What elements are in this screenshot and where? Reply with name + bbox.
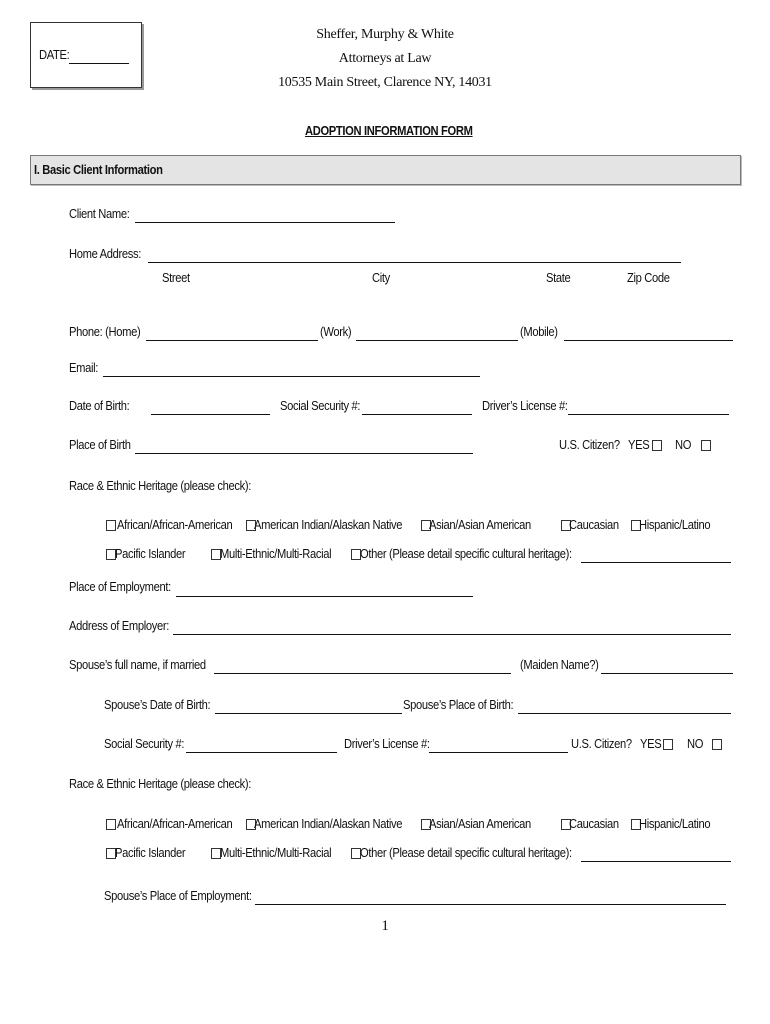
race-heading: Race & Ethnic Heritage (please check): [69, 478, 252, 493]
spouse-race-multi-label: Multi-Ethnic/Multi-Racial [220, 845, 332, 860]
phone-mobile-label: (Mobile) [520, 324, 558, 339]
spouse-race-native-label: American Indian/Alaskan Native [254, 816, 403, 831]
citizen-no-checkbox[interactable] [701, 440, 711, 451]
spouse-race-caucasian-label: Caucasian [569, 816, 619, 831]
firm-address: 10535 Main Street, Clarence NY, 14031 [278, 75, 492, 90]
spouse-dob-label: Spouse’s Date of Birth: [104, 697, 211, 712]
state-caption: State [546, 270, 571, 285]
spouse-pob-label: Spouse’s Place of Birth: [403, 697, 514, 712]
spouse-race-heading: Race & Ethnic Heritage (please check): [69, 776, 252, 791]
citizen-yes [628, 437, 649, 452]
spouse-citizen-yes-label: YES [640, 736, 662, 751]
race-african-checkbox[interactable] [106, 520, 116, 531]
dl-field[interactable] [568, 414, 729, 415]
phone-work-field[interactable] [356, 340, 518, 341]
race-pacific-label: Pacific Islander [115, 546, 186, 561]
spouse-citizen-yes-checkbox[interactable] [663, 739, 673, 750]
spouse-name-field[interactable] [214, 673, 511, 674]
employment-field[interactable] [176, 596, 473, 597]
pob-field[interactable] [135, 453, 473, 454]
maiden-name-field[interactable] [601, 673, 733, 674]
spouse-citizen-no-label: NO [687, 736, 704, 751]
pob-label: Place of Birth [69, 437, 131, 452]
date-label: DATE: [39, 47, 70, 62]
spouse-employment-field[interactable] [255, 904, 726, 905]
race-other-field[interactable] [581, 562, 731, 563]
spouse-ssn-field[interactable] [186, 752, 337, 753]
street-caption: Street [162, 270, 190, 285]
race-african-label: African/African-American [117, 517, 233, 532]
race-multi-label: Multi-Ethnic/Multi-Racial [220, 546, 332, 561]
dob-label: Date of Birth: [69, 398, 130, 413]
employment-label: Place of Employment: [69, 579, 171, 594]
home-address-label: Home Address: [69, 246, 141, 261]
spouse-dl-field[interactable] [429, 752, 568, 753]
spouse-ssn-label: Social Security #: [104, 736, 185, 751]
email-label: Email: [69, 360, 98, 375]
employer-address-field[interactable] [173, 634, 731, 635]
firm-subtitle: Attorneys at Law [338, 51, 432, 66]
city-caption: City [372, 270, 390, 285]
spouse-pob-field[interactable] [518, 713, 731, 714]
client-name-field[interactable] [135, 222, 395, 223]
citizen-label: U.S. Citizen? [559, 437, 620, 452]
spouse-employment-label: Spouse’s Place of Employment: [104, 888, 252, 903]
race-other-label: Other (Please detail specific cultural heritage): [360, 546, 572, 561]
form-title: ADOPTION INFORMATION FORM [305, 123, 473, 138]
phone-home-field[interactable] [146, 340, 318, 341]
email-field[interactable] [103, 376, 480, 377]
spouse-citizen-label: U.S. Citizen? [571, 736, 632, 751]
phone-mobile-field[interactable] [564, 340, 733, 341]
maiden-name-label: (Maiden Name?) [520, 657, 599, 672]
spouse-race-pacific-label: Pacific Islander [115, 845, 186, 860]
race-caucasian-label: Caucasian [569, 517, 619, 532]
spouse-dl-label: Driver’s License #: [344, 736, 430, 751]
spouse-race-african-checkbox[interactable] [106, 819, 116, 830]
phone-work-label: (Work) [320, 324, 352, 339]
spouse-race-other-label: Other (Please detail specific cultural heritage): [360, 845, 572, 860]
spouse-race-asian-label: Asian/Asian American [429, 816, 531, 831]
dob-field[interactable] [151, 414, 270, 415]
spouse-dob-field[interactable] [215, 713, 402, 714]
client-name-label: Client Name: [69, 206, 130, 221]
employer-address-label: Address of Employer: [69, 618, 170, 633]
yes-label: YES [628, 437, 650, 452]
firm-name: Sheffer, Murphy & White [316, 27, 454, 42]
citizen-yes-checkbox[interactable] [652, 440, 662, 451]
page-number: 1 [381, 918, 389, 934]
spouse-race-other-field[interactable] [581, 861, 731, 862]
spouse-name-label: Spouse’s full name, if married [69, 657, 206, 672]
home-address-field[interactable] [148, 262, 681, 263]
ssn-field[interactable] [362, 414, 472, 415]
dl-label: Driver’s License #: [482, 398, 568, 413]
section-bar [30, 155, 741, 185]
spouse-citizen-no-checkbox[interactable] [712, 739, 722, 750]
spouse-race-african-label: African/African-American [117, 816, 233, 831]
phone-home-label: Phone: (Home) [69, 324, 141, 339]
ssn-label: Social Security #: [280, 398, 361, 413]
citizen-no-label: NO [675, 437, 692, 452]
spouse-race-hispanic-label: Hispanic/Latino [639, 816, 711, 831]
section-heading: I. Basic Client Information [34, 162, 163, 177]
zip-caption: Zip Code [627, 270, 670, 285]
race-asian-label: Asian/Asian American [429, 517, 531, 532]
race-hispanic-label: Hispanic/Latino [639, 517, 711, 532]
race-native-label: American Indian/Alaskan Native [254, 517, 403, 532]
